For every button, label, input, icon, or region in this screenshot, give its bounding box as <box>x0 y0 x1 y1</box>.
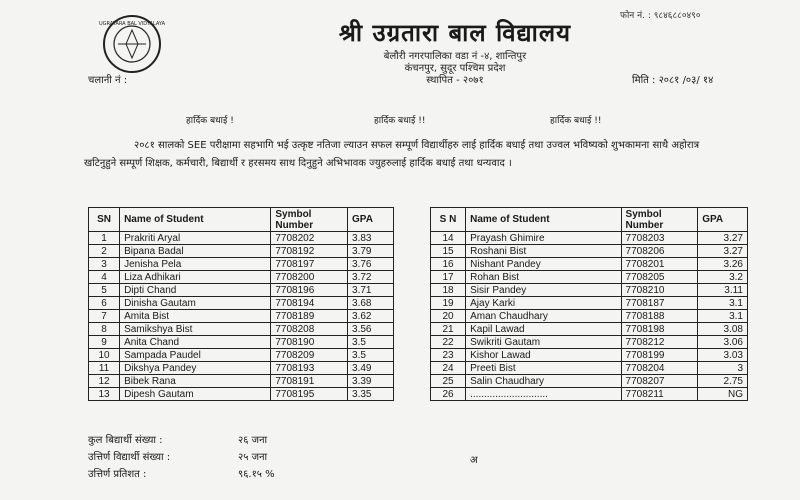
table-row <box>89 232 748 245</box>
student-sn: 2 <box>89 245 120 258</box>
results-table <box>88 207 748 401</box>
symbol-number: 7708208 <box>271 323 348 336</box>
student-name: Sampada Paudel <box>120 349 271 362</box>
table-row <box>89 258 748 271</box>
symbol-number: 7708205 <box>621 271 698 284</box>
gpa-value: 3.26 <box>698 258 748 271</box>
student-name: Kishor Lawad <box>466 349 621 362</box>
table-row <box>89 336 748 349</box>
gpa-value: 3.11 <box>698 284 748 297</box>
student-name: Swikriti Gautam <box>466 336 621 349</box>
symbol-number: 7708196 <box>271 284 348 297</box>
table-row <box>89 284 748 297</box>
gpa-value: 3.39 <box>348 375 394 388</box>
table-gap <box>393 310 430 323</box>
gpa-value: 3.06 <box>698 336 748 349</box>
student-sn: 14 <box>430 232 465 245</box>
student-sn: 11 <box>89 362 120 375</box>
student-name: Amita Bist <box>120 310 271 323</box>
student-sn: 17 <box>430 271 465 284</box>
signature-mark: अ <box>470 455 478 466</box>
student-name: Nishant Pandey <box>466 258 621 271</box>
symbol-number: 7708200 <box>271 271 348 284</box>
gpa-value: 3.35 <box>348 388 394 401</box>
symbol-number: 7708199 <box>621 349 698 362</box>
table-gap <box>393 362 430 375</box>
student-sn: 18 <box>430 284 465 297</box>
gpa-value: 3.62 <box>348 310 394 323</box>
symbol-number: 7708192 <box>271 245 348 258</box>
header-gpa-right: GPA <box>698 208 748 232</box>
table-row <box>89 271 748 284</box>
gpa-value: 3.27 <box>698 232 748 245</box>
percent-label: उत्तिर्ण प्रतिशत : <box>88 469 147 480</box>
student-sn: 16 <box>430 258 465 271</box>
student-name: Sisir Pandey <box>466 284 621 297</box>
student-name: Prayash Ghimire <box>466 232 621 245</box>
student-sn: 5 <box>89 284 120 297</box>
header-symbol: Symbol Number <box>271 208 348 232</box>
established-year: स्थापित - २०७१ <box>426 75 484 86</box>
symbol-number: 7708206 <box>621 245 698 258</box>
greeting-1: हार्दिक बधाई ! <box>186 116 234 126</box>
gpa-value: 3.79 <box>348 245 394 258</box>
table-gap <box>393 297 430 310</box>
gpa-value: 3.1 <box>698 297 748 310</box>
gpa-value: 3.2 <box>698 271 748 284</box>
gpa-value: 3 <box>698 362 748 375</box>
passed-label: उत्तिर्ण विद्यार्थी संख्या : <box>88 452 171 463</box>
student-name: Anita Chand <box>120 336 271 349</box>
symbol-number: 7708189 <box>271 310 348 323</box>
student-name: Bipana Badal <box>120 245 271 258</box>
student-sn: 22 <box>430 336 465 349</box>
school-name: श्री उग्रतारा बाल विद्यालय <box>338 19 572 47</box>
header-symbol-right: Symbol Number <box>621 208 698 232</box>
symbol-number: 7708204 <box>621 362 698 375</box>
table-gap <box>393 375 430 388</box>
table-row <box>89 310 748 323</box>
student-name: Liza Adhikari <box>120 271 271 284</box>
table-gap <box>393 271 430 284</box>
greeting-2: हार्दिक बधाई !! <box>374 116 426 126</box>
student-sn: 6 <box>89 297 120 310</box>
table-gap <box>393 208 430 232</box>
student-name: Dipesh Gautam <box>120 388 271 401</box>
symbol-number: 7708194 <box>271 297 348 310</box>
symbol-number: 7708210 <box>621 284 698 297</box>
student-name: Dipti Chand <box>120 284 271 297</box>
table-gap <box>393 388 430 401</box>
student-sn: 23 <box>430 349 465 362</box>
congratulation-text: २०८१ सालको SEE परीक्षामा सहभागि भई उत्कृष्ट नतिजा ल्याउन सफल सम्पूर्ण विद्यार्थीहरु लाई हार्दिक बधाई तथा उज्वल भविष्यको शुभकामना साथै अहोरात्र खटिनुहुने सम्पूर्ण शिक्षक, कर्मचारी, बिद्यार्थी र हरसमय साथ दिनुहुने अभिभावक ज्युहरुलाई हार्दिक बधाई तथा धन्यवाद । <box>84 140 700 169</box>
table-gap <box>393 284 430 297</box>
table-row <box>89 349 748 362</box>
student-name: Rohan Bist <box>466 271 621 284</box>
table-row <box>89 388 748 401</box>
student-name: Preeti Bist <box>466 362 621 375</box>
table-row <box>89 362 748 375</box>
header-sn: SN <box>89 208 120 232</box>
school-logo-icon <box>88 14 176 74</box>
student-name: Aman Chaudhary <box>466 310 621 323</box>
student-name: Salin Chaudhary <box>466 375 621 388</box>
student-sn: 10 <box>89 349 120 362</box>
student-name: Prakriti Aryal <box>120 232 271 245</box>
symbol-number: 7708188 <box>621 310 698 323</box>
student-sn: 3 <box>89 258 120 271</box>
student-name: Jenisha Pela <box>120 258 271 271</box>
symbol-number: 7708198 <box>621 323 698 336</box>
gpa-value: 3.56 <box>348 323 394 336</box>
student-name: Dinisha Gautam <box>120 297 271 310</box>
pass-percentage <box>88 466 275 480</box>
gpa-value: 3.5 <box>348 336 394 349</box>
student-name: Dikshya Pandey <box>120 362 271 375</box>
header-gpa: GPA <box>348 208 394 232</box>
student-sn: 1 <box>89 232 120 245</box>
table-row <box>89 245 748 258</box>
symbol-number: 7708207 <box>621 375 698 388</box>
student-sn: 26 <box>430 388 465 401</box>
symbol-number: 7708191 <box>271 375 348 388</box>
header-name: Name of Student <box>120 208 271 232</box>
student-sn: 9 <box>89 336 120 349</box>
symbol-number: 7708195 <box>271 388 348 401</box>
student-sn: 7 <box>89 310 120 323</box>
student-name: ............................ <box>466 388 621 401</box>
table-row <box>89 375 748 388</box>
student-sn: 24 <box>430 362 465 375</box>
student-name: Roshani Bist <box>466 245 621 258</box>
symbol-number: 7708187 <box>621 297 698 310</box>
student-sn: 21 <box>430 323 465 336</box>
table-header-row <box>89 208 748 232</box>
gpa-value: 3.72 <box>348 271 394 284</box>
date: मिति : २०८१ /०३/ १४ <box>632 75 714 86</box>
student-sn: 19 <box>430 297 465 310</box>
table-gap <box>393 258 430 271</box>
table-gap <box>393 245 430 258</box>
header-sn-right: S N <box>430 208 465 232</box>
table-row <box>89 297 748 310</box>
total-value: २६ जना <box>238 435 268 446</box>
student-sn: 15 <box>430 245 465 258</box>
student-sn: 13 <box>89 388 120 401</box>
symbol-number: 7708202 <box>271 232 348 245</box>
header-name-right: Name of Student <box>466 208 621 232</box>
gpa-value: 3.83 <box>348 232 394 245</box>
symbol-number: 7708190 <box>271 336 348 349</box>
symbol-number: 7708203 <box>621 232 698 245</box>
gpa-value: 3.1 <box>698 310 748 323</box>
symbol-number: 7708197 <box>271 258 348 271</box>
student-name: Ajay Karki <box>466 297 621 310</box>
student-name: Samikshya Bist <box>120 323 271 336</box>
gpa-value: 3.49 <box>348 362 394 375</box>
student-sn: 4 <box>89 271 120 284</box>
table-gap <box>393 349 430 362</box>
logo-lettering: UGRATARA BAL VIDYALAYA <box>98 21 166 27</box>
student-sn: 12 <box>89 375 120 388</box>
greeting-3: हार्दिक बधाई !! <box>550 116 602 126</box>
student-sn: 20 <box>430 310 465 323</box>
gpa-value: 3.03 <box>698 349 748 362</box>
student-sn: 25 <box>430 375 465 388</box>
table-row <box>89 323 748 336</box>
gpa-value: 3.5 <box>348 349 394 362</box>
student-sn: 8 <box>89 323 120 336</box>
gpa-value: 2.75 <box>698 375 748 388</box>
address-line-1: बेलौरी नगरपालिका वडा नं -४, शान्तिपुर <box>383 51 527 62</box>
total-students <box>88 432 268 446</box>
gpa-value: 3.71 <box>348 284 394 297</box>
table-gap <box>393 323 430 336</box>
table-gap <box>393 232 430 245</box>
symbol-number: 7708212 <box>621 336 698 349</box>
percent-value: ९६.१५ % <box>238 469 275 480</box>
passed-value: २५ जना <box>238 452 268 463</box>
student-name: Bibek Rana <box>120 375 271 388</box>
symbol-number: 7708201 <box>621 258 698 271</box>
symbol-number: 7708193 <box>271 362 348 375</box>
gpa-value: 3.76 <box>348 258 394 271</box>
address-line-2: कंचनपुर, सुदूर पश्चिम प्रदेश <box>404 63 506 74</box>
gpa-value: 3.27 <box>698 245 748 258</box>
gpa-value: 3.08 <box>698 323 748 336</box>
phone-number: फोन नं. : ९८४६८८०४९० <box>620 11 701 21</box>
symbol-number: 7708211 <box>621 388 698 401</box>
passed-students <box>88 449 268 463</box>
symbol-number: 7708209 <box>271 349 348 362</box>
table-gap <box>393 336 430 349</box>
total-label: कुल बिद्यार्थी संख्या : <box>88 435 163 446</box>
gpa-value: 3.68 <box>348 297 394 310</box>
gpa-value: NG <box>698 388 748 401</box>
student-name: Kapil Lawad <box>466 323 621 336</box>
reference-label: चलानी नं : <box>88 75 128 86</box>
